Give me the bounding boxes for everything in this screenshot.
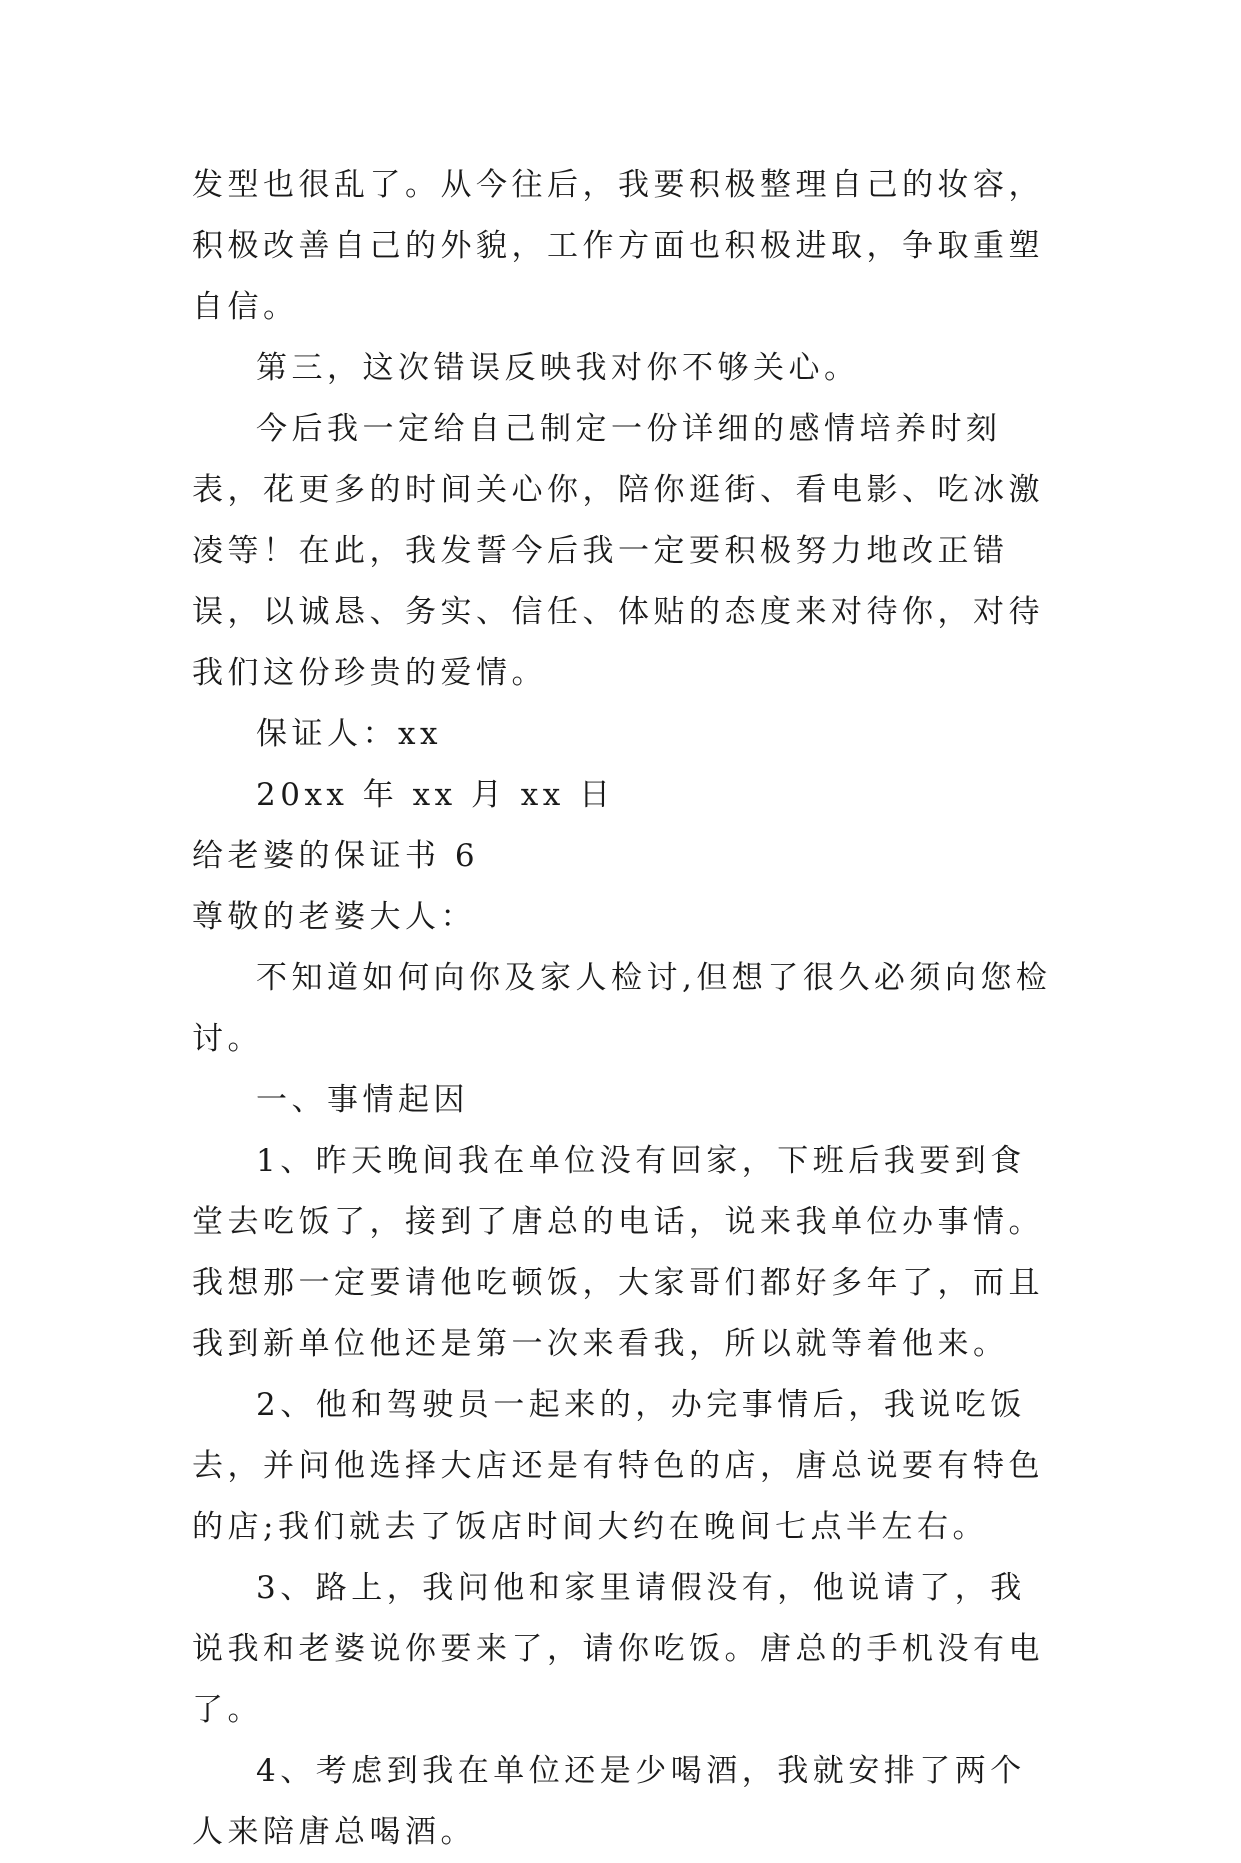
paragraph: 第三，这次错误反映我对你不够关心。 [256, 350, 860, 386]
list-item: 3、路上，我问他和家里请假没有，他说请了，我说我和老婆说你要来了，请你吃饭。唐总的手机没有电了。 [192, 1570, 1044, 1728]
date-line: 20xx 年 xx 月 xx 日 [256, 777, 615, 813]
salutation: 尊敬的老婆大人： [192, 899, 476, 935]
list-item: 4、考虑到我在单位还是少喝酒，我就安排了两个人来陪唐总喝酒。 [192, 1753, 1026, 1850]
list-item: 2、他和驾驶员一起来的，办完事情后，我说吃饭去，并问他选择大店还是有特色的店，唐总说要有特色的店;我们就去了饭店时间大约在晚间七点半左右。 [192, 1387, 1044, 1545]
paragraph: 今后我一定给自己制定一份详细的感情培养时刻表，花更多的时间关心你，陪你逛街、看电影、吃冰激凌等！在此，我发誓今后我一定要积极努力地改正错误，以诚恳、务实、信任、体贴的态度来对待你，对待我们这份珍贵的爱情。 [192, 411, 1044, 691]
paragraph: 发型也很乱了。从今往后，我要积极整理自己的妆容，积极改善自己的外貌，工作方面也积极进取，争取重塑自信。 [192, 167, 1044, 325]
list-item: 1、昨天晚间我在单位没有回家，下班后我要到食堂去吃饭了，接到了唐总的电话，说来我单位办事情。我想那一定要请他吃顿饭，大家哥们都好多年了，而且我到新单位他还是第一次来看我，所以就等着他来。 [192, 1143, 1044, 1362]
signature-line: 保证人：xx [256, 716, 442, 752]
paragraph: 不知道如何向你及家人检讨,但想了很久必须向您检讨。 [192, 960, 1052, 1057]
subheading: 一、事情起因 [256, 1082, 469, 1118]
section-title: 给老婆的保证书 6 [192, 838, 480, 874]
document-body [192, 155, 1052, 1863]
